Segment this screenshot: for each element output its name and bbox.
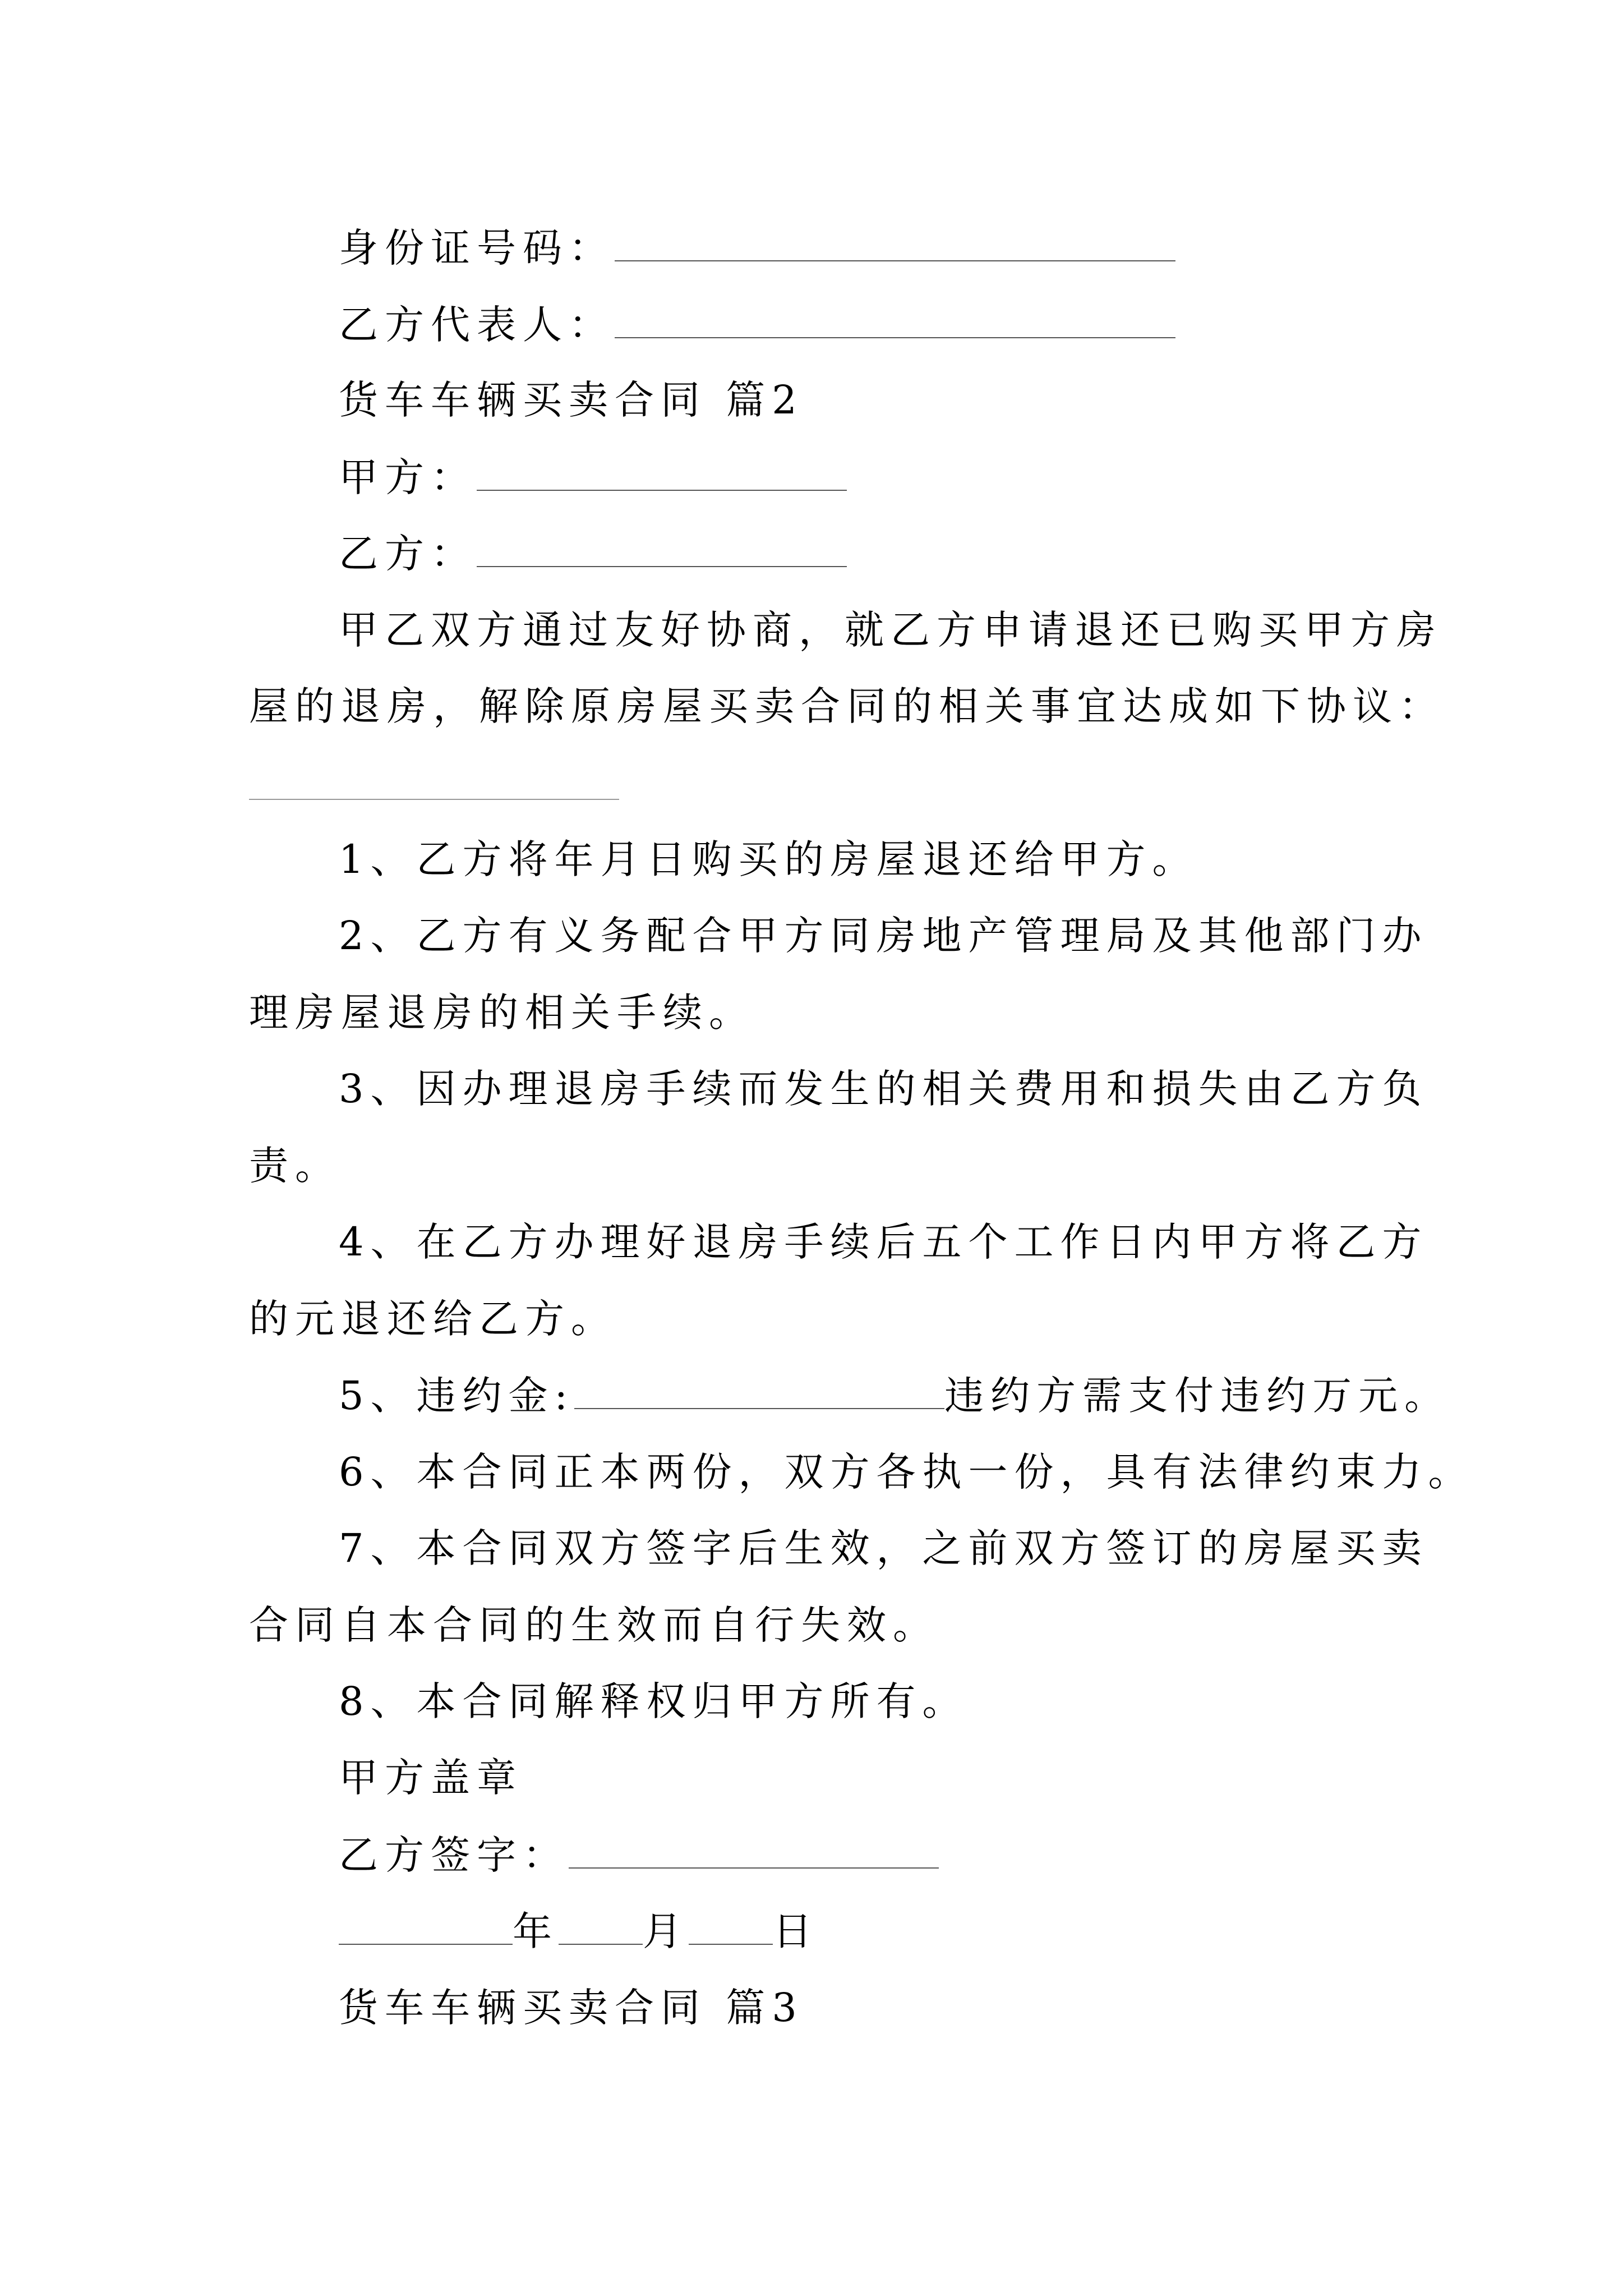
clause-4-line-1: 4、在乙方办理好退房手续后五个工作日内甲方将乙方 [339, 1219, 1428, 1265]
party-b-label: 乙方： [339, 531, 477, 577]
month-blank [559, 1911, 643, 1945]
year-blank [339, 1911, 513, 1945]
clause-2-line-1: 2、乙方有义务配合甲方同房地产管理局及其他部门办 [339, 913, 1428, 959]
representative-b-line [339, 302, 1175, 348]
year-label: 年 [513, 1908, 559, 1954]
clause-7-line-1: 7、本合同双方签字后生效，之前双方签订的房屋买卖 [339, 1525, 1428, 1571]
clause-1: 1、乙方将年月日购买的房屋退还给甲方。 [339, 836, 1198, 882]
party-a-blank [477, 457, 847, 491]
party-b-signature-label: 乙方签字： [339, 1832, 569, 1878]
penalty-text: 违约方需支付违约万元。 [944, 1373, 1451, 1419]
party-a-seal: 甲方盖章 [339, 1755, 523, 1801]
id-number-label: 身份证号码： [339, 225, 615, 271]
clause-5 [339, 1373, 1451, 1419]
party-b-signature-blank [569, 1835, 939, 1869]
penalty-label: 5、违约金: [339, 1373, 575, 1419]
party-b-blank [477, 533, 847, 567]
intro-paragraph-line-2: 屋的退房，解除原房屋买卖合同的相关事宜达成如下协议： [249, 683, 1445, 729]
id-number-blank [615, 228, 1175, 261]
clause-4-line-2: 的元退还给乙方。 [249, 1296, 617, 1342]
clause-3-line-1: 3、因办理退房手续而发生的相关费用和损失由乙方负 [339, 1066, 1428, 1112]
clause-8: 8、本合同解释权归甲方所有。 [339, 1678, 969, 1724]
section-heading-2: 货车车辆买卖合同 篇2 [339, 377, 804, 423]
penalty-blank [574, 1375, 944, 1409]
day-blank [689, 1911, 773, 1945]
party-a-label: 甲方： [339, 454, 477, 500]
date-line [339, 1908, 819, 1954]
representative-b-blank [615, 305, 1175, 338]
id-number-line [339, 225, 1175, 271]
day-label: 日 [773, 1908, 819, 1954]
month-label: 月 [643, 1908, 689, 1954]
party-b-signature-line [339, 1832, 939, 1878]
clause-6: 6、本合同正本两份，双方各执一份，具有法律约束力。 [339, 1449, 1474, 1495]
clause-7-line-2: 合同自本合同的生效而自行失效。 [249, 1602, 939, 1648]
clause-2-line-2: 理房屋退房的相关手续。 [249, 990, 755, 1036]
clause-3-line-2: 责。 [249, 1143, 341, 1189]
party-b-line [339, 531, 847, 577]
intro-paragraph-line-1: 甲乙双方通过友好协商，就乙方申请退还已购买甲方房 [339, 607, 1442, 653]
separator-line [249, 799, 619, 800]
party-a-line [339, 454, 847, 500]
representative-b-label: 乙方代表人： [339, 302, 615, 348]
section-heading-3: 货车车辆买卖合同 篇3 [339, 1985, 804, 2031]
